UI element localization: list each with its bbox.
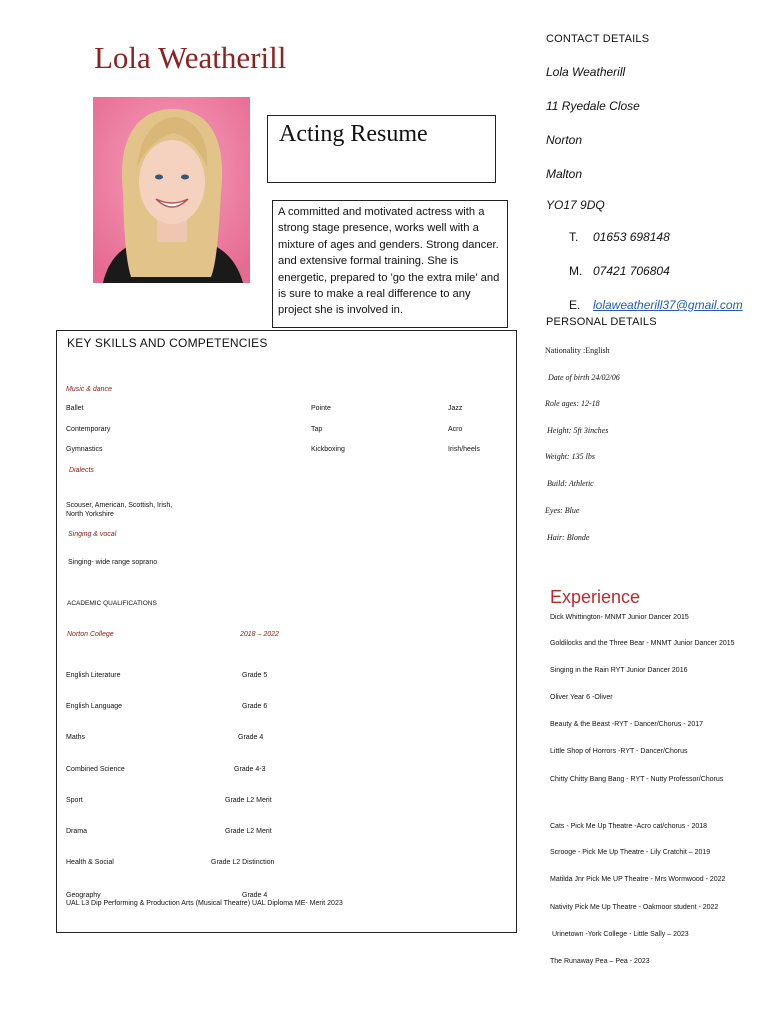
- skill-item: Ballet: [66, 405, 84, 412]
- skill-item: Acro: [448, 426, 463, 433]
- experience-item: Goldilocks and the Three Bear - MNMT Junior Dancer 2015: [550, 640, 735, 647]
- experience-item: The Runaway Pea – Pea - 2023: [550, 958, 650, 965]
- subject-name: Maths: [66, 734, 86, 741]
- school-years: 2018 – 2022: [240, 631, 279, 638]
- skill-item: Irish/heels: [448, 446, 480, 453]
- resume-title-box: [267, 115, 496, 183]
- subject-name: Sport: [66, 797, 83, 804]
- personal-height: Height: 5ft 3inches: [547, 426, 609, 435]
- experience-item: Beauty & the Beast -RYT - Dancer/Chorus - 2017: [550, 721, 704, 728]
- experience-item: Matilda Jnr Pick Me UP Theatre - Mrs Wormwood - 2022: [550, 876, 726, 883]
- skill-item: Contemporary: [66, 426, 111, 433]
- personal-weight: Weight: 135 lbs: [545, 452, 595, 461]
- academic-heading: ACADEMIC QUALIFICATIONS: [67, 600, 157, 607]
- resume-title: Acting Resume: [279, 121, 428, 147]
- contact-postcode: YO17 9DQ: [546, 198, 605, 212]
- experience-heading: Experience: [550, 587, 641, 607]
- experience-item: Dick Whittington- MNMT Junior Dancer 2015: [550, 614, 689, 621]
- subject-name: English Literature: [66, 672, 121, 679]
- experience-item: Nativity Pick Me Up Theatre - Oakmoor student - 2022: [550, 904, 719, 911]
- skills-heading: KEY SKILLS AND COMPETENCIES: [67, 336, 268, 350]
- mobile-number[interactable]: 07421 706804: [593, 264, 670, 278]
- subject-name: Combined Science: [66, 766, 125, 773]
- subject-name: Drama: [66, 828, 88, 835]
- headshot-photo: [93, 97, 250, 283]
- subject-name: Health & Social: [66, 859, 114, 866]
- experience-item: Singing in the Rain RYT Junior Dancer 2016: [550, 667, 688, 674]
- mobile-label: M.: [569, 264, 583, 278]
- dialects-line: Scouser, American, Scottish, Irish,: [66, 502, 173, 509]
- contact-heading: CONTACT DETAILS: [546, 33, 650, 45]
- skill-item: Tap: [311, 426, 323, 433]
- skill-item: Gymnastics: [66, 446, 103, 453]
- subject-grade: Grade 4: [242, 892, 268, 899]
- personal-nationality: Nationality :English: [545, 346, 610, 355]
- personal-eyes: Eyes: Blue: [545, 506, 580, 515]
- personal-dob: Date of birth 24/02/06: [548, 373, 620, 382]
- personal-hair: Hair: Blonde: [547, 533, 590, 542]
- profile-summary: A committed and motivated actress with a strong stage presence, works well with a mixture of ages and genders. Strong dancer. and extensive formal training. She is energetic, prepared to 'go the extra mile' and is sure to make a real difference to any project she is involved in.: [272, 200, 508, 328]
- personal-heading: PERSONAL DETAILS: [546, 316, 657, 328]
- skills-section: [56, 330, 517, 933]
- dialects-heading: Dialects: [69, 467, 94, 474]
- personal-build: Build: Athletic: [547, 479, 594, 488]
- skill-item: Kickboxing: [311, 446, 345, 453]
- subject-name: Geography: [66, 892, 101, 899]
- email-link[interactable]: lolaweatherill37@gmail.com: [593, 298, 743, 312]
- music-dance-heading: Music & dance: [66, 386, 112, 393]
- experience-item: Chitty Chitty Bang Bang - RYT - Nutty Professor/Chorus: [550, 776, 724, 783]
- phone-number[interactable]: 01653 698148: [593, 230, 670, 244]
- email-label: E.: [569, 298, 581, 312]
- subject-grade: Grade 6: [242, 703, 268, 710]
- singing-heading: Singing & vocal: [68, 531, 117, 538]
- candidate-name: Lola Weatherill: [94, 40, 287, 75]
- subject-name: English Language: [66, 703, 123, 710]
- dialects-line: North Yorkshire: [66, 511, 114, 518]
- contact-name: Lola Weatherill: [546, 65, 626, 79]
- skill-item: Jazz: [448, 405, 463, 412]
- phone-label: T.: [569, 230, 579, 244]
- experience-item: Little Shop of Horrors -RYT - Dancer/Chorus: [550, 748, 688, 755]
- experience-item: Cats - Pick Me Up Theatre -Acro cat/chorus - 2018: [550, 823, 708, 830]
- contact-address-line1: 11 Ryedale Close: [546, 99, 640, 113]
- personal-role-ages: Role ages: 12-18: [545, 399, 600, 408]
- diploma-line: UAL L3 Dip Performing & Production Arts (Musical Theatre) UAL Diploma ME- Merit 2023: [66, 900, 343, 907]
- subject-grade: Grade 5: [242, 672, 268, 679]
- experience-item: Urinetown -York College - Little Sally – 2023: [550, 931, 689, 938]
- contact-address-line3: Malton: [546, 167, 583, 181]
- school-name: Norton College: [67, 631, 114, 638]
- subject-grade: Grade L2 Merit: [225, 797, 272, 804]
- subject-grade: Grade L2 Merit: [225, 828, 272, 835]
- subject-grade: Grade L2 Distinction: [211, 859, 275, 866]
- experience-item: Oliver Year 6 -Oliver: [550, 694, 613, 701]
- subject-grade: Grade 4-3: [234, 766, 266, 773]
- contact-address-line2: Norton: [546, 133, 583, 147]
- subject-grade: Grade 4: [238, 734, 264, 741]
- experience-item: Scrooge - Pick Me Up Theatre - Lily Cratchit – 2019: [550, 849, 711, 856]
- skill-item: Pointe: [311, 405, 331, 412]
- singing-item: Singing- wide range soprano: [68, 559, 158, 566]
